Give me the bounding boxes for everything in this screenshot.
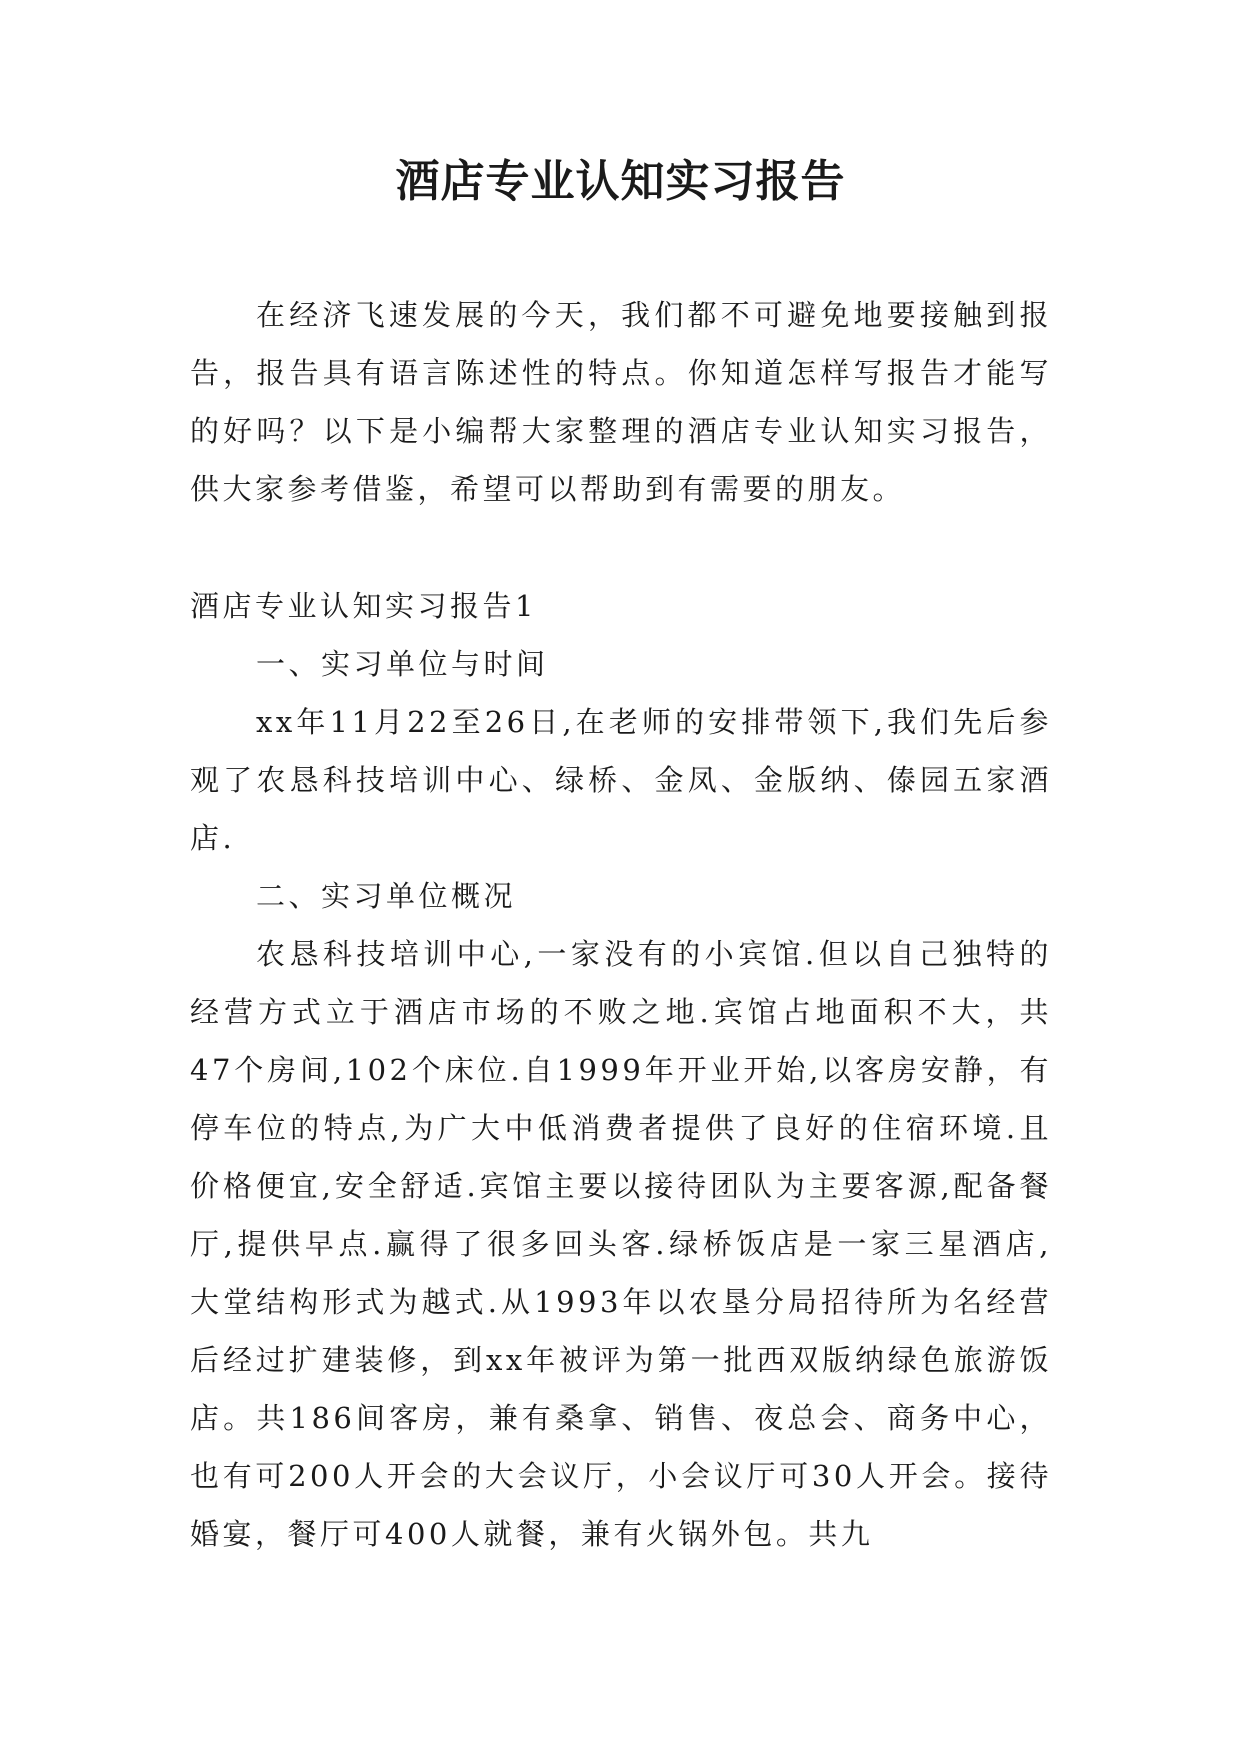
report-heading: 酒店专业认知实习报告1 xyxy=(190,589,537,623)
section-paragraph: xx年11月22至26日,在老师的安排带领下,我们先后参观了农恳科技培训中心、绿桥、金凤、金版纳、傣园五家酒店. xyxy=(190,705,1052,855)
section-heading: 二、实习单位概况 xyxy=(256,879,517,913)
section-paragraph: 农恳科技培训中心,一家没有的小宾馆.但以自己独特的经营方式立于酒店市场的不败之地.宾馆占地面积不大，共47个房间,102个床位.自1999年开业开始,以客房安静，有停车位的特点,为广大中低消费者提供了良好的住宿环境.且价格便宜,安全舒适.宾馆主要以接待团队为主要客源,配备餐厅,提供早点.赢得了很多回头客.绿桥饭店是一家三星酒店,大堂结构形式为越式.从1993年以农垦分局招待所为名经营后经过扩建装修，到xx年被评为第一批西双版纳绿色旅游饭店。共186间客房，兼有桑拿、销售、夜总会、商务中心，也有可200人开会的大会议厅，小会议厅可30人开会。接待婚宴，餐厅可400人就餐，兼有火锅外包。共九 xyxy=(190,937,1052,1551)
intro-paragraph: 在经济飞速发展的今天，我们都不可避免地要接触到报告，报告具有语言陈述性的特点。你知道怎样写报告才能写的好吗？以下是小编帮大家整理的酒店专业认知实习报告，供大家参考借鉴，希望可以帮助到有需要的朋友。 xyxy=(190,298,1052,506)
section-heading: 一、实习单位与时间 xyxy=(256,647,549,681)
document-title: 酒店专业认知实习报告 xyxy=(395,156,846,207)
